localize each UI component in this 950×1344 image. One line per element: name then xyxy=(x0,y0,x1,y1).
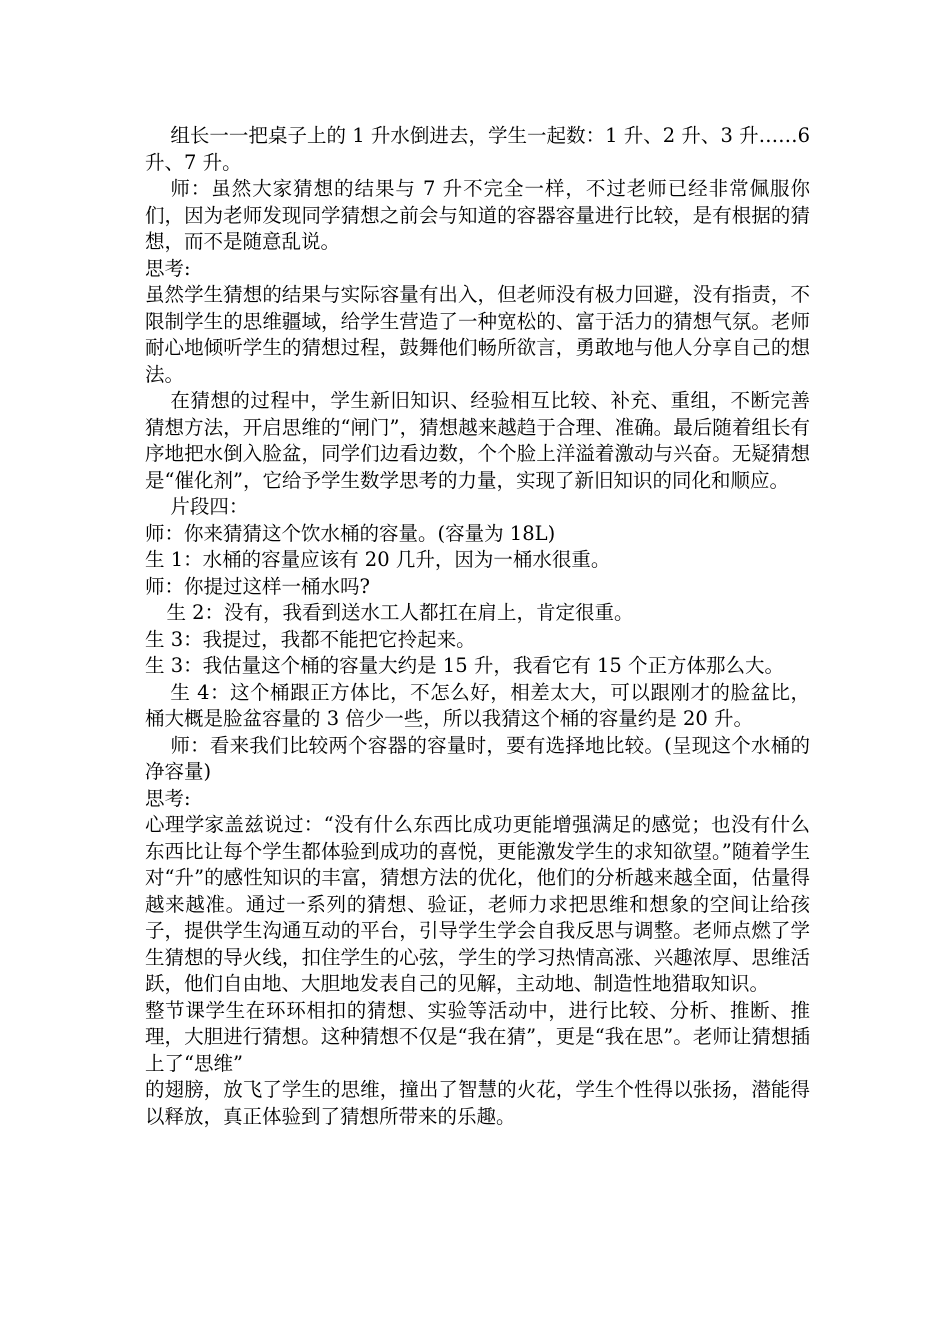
paragraph: 师：虽然大家猜想的结果与 7 升不完全一样，不过老师已经非常佩服你们，因为老师发现同学猜想之前会与知道的容器容量进行比较，是有根据的猜想，而不是随意乱说。 xyxy=(145,177,810,253)
paragraph: 虽然学生猜想的结果与实际容量有出入，但老师没有极力回避，没有指责，不限制学生的思维疆域，给学生营造了一种宽松的、富于活力的猜想气氛。老师耐心地倾听学生的猜想过程，鼓舞他们畅所欲言，勇敢地与他人分享自己的想法。 xyxy=(145,283,810,386)
document-page xyxy=(145,123,810,1130)
paragraph: 的翅膀，放飞了学生的思维，撞出了智慧的火花，学生个性得以张扬，潜能得以释放，真正体验到了猜想所带来的乐趣。 xyxy=(145,1078,810,1128)
dialogue-line: 生 3：我提过，我都不能把它拎起来。 xyxy=(145,627,476,651)
section-label: 思考: xyxy=(145,786,191,810)
paragraph: 组长一一把桌子上的 1 升水倒进去，学生一起数：1 升、2 升、3 升……6 升、7 升。 xyxy=(145,124,810,174)
dialogue-line: 生 3：我估量这个桶的容量大约是 15 升，我看它有 15 个正方体那么大。 xyxy=(145,654,785,677)
paragraph: 心理学家盖兹说过：“没有什么东西比成功更能增强满足的感觉；也没有什么东西比让每个学生都体验到成功的喜悦，更能激发学生的求知欲望。”随着学生对“升”的感性知识的丰富，猜想方法的优化，他们的分析越来越全面，估量得越来越准。通过一系列的猜想、验证，老师力求把思维和想象的空间让给孩子，提供学生沟通互动的平台，引导学生学会自我反思与调整。老师点燃了学生猜想的导火线，扣住学生的心弦，学生的学习热情高涨、兴趣浓厚、思维活跃，他们自由地、大胆地发表自己的见解，主动地、制造性地猎取知识。 xyxy=(145,813,810,995)
section-label: 思考: xyxy=(145,256,191,280)
section-heading: 片段四： xyxy=(170,495,249,518)
dialogue-line: 生 2：没有，我看到送水工人都扛在肩上，肯定很重。 xyxy=(166,601,634,624)
dialogue-line: 师：看来我们比较两个容器的容量时，要有选择地比较。(呈现这个水桶的净容量) xyxy=(145,733,810,783)
dialogue-line: 生 4：这个桶跟正方体比，不怎么好，相差太大，可以跟刚才的脸盆比，桶大概是脸盆容量的 3 倍少一些，所以我猜这个桶的容量约是 20 升。 xyxy=(145,680,810,730)
paragraph: 整节课学生在环环相扣的猜想、实验等活动中，进行比较、分析、推断、推理，大胆进行猜想。这种猜想不仅是“我在猜”，更是“我在思”。老师让猜想插上了“思维” xyxy=(145,998,810,1075)
paragraph: 在猜想的过程中，学生新旧知识、经验相互比较、补充、重组，不断完善猜想方法，开启思维的“闸门”，猜想越来越趋于合理、准确。最后随着组长有序地把水倒入脸盆，同学们边看边数，个个脸上洋溢着激动与兴奋。无疑猜想是“催化剂”，它给予学生数学思考的力量，实现了新旧知识的同化和顺应。 xyxy=(145,389,810,492)
dialogue-line: 生 1：水桶的容量应该有 20 几升，因为一桶水很重。 xyxy=(145,548,611,571)
dialogue-line: 师：你来猜猜这个饮水桶的容量。(容量为 18L) xyxy=(145,521,556,545)
dialogue-line: 师：你提过这样一桶水吗? xyxy=(145,574,370,598)
